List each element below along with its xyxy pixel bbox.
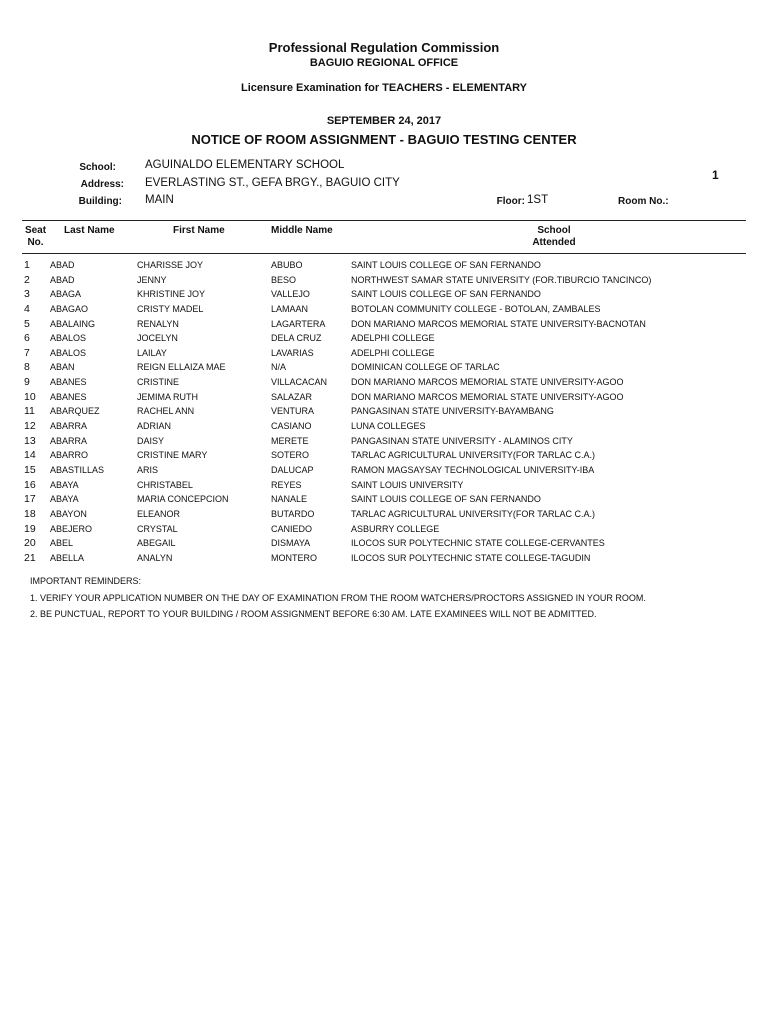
exam-date: SEPTEMBER 24, 2017 [326, 115, 442, 127]
last-name: ABAYON [50, 508, 87, 519]
school-attended: ILOCOS SUR POLYTECHNIC STATE COLLEGE-CERVANTES [351, 538, 605, 549]
last-name: ABANES [50, 377, 87, 388]
school-attended: ADELPHI COLLEGE [351, 347, 435, 358]
school-attended: ADELPHI COLLEGE [351, 333, 435, 344]
first-name: JEMIMA RUTH [137, 391, 199, 402]
table-row [0, 360, 768, 375]
first-name: RACHEL ANN [137, 406, 195, 417]
middle-name: VENTURA [271, 406, 315, 417]
middle-name: LAGARTERA [271, 318, 326, 329]
table-row [0, 404, 768, 419]
table-row [0, 273, 768, 288]
school-attended: RAMON MAGSAYSAY TECHNOLOGICAL UNIVERSITY-IBA [351, 464, 595, 475]
column-header-seat-line1: Seat [24, 225, 47, 236]
school-attended: TARLAC AGRICULTURAL UNIVERSITY(FOR TARLAC C.A.) [351, 450, 596, 461]
school-attended: DOMINICAN COLLEGE OF TARLAC [351, 362, 500, 373]
table-row [0, 551, 768, 566]
seat-number: 4 [24, 302, 30, 315]
last-name: ABEL [50, 538, 74, 549]
school-attended: SAINT LOUIS COLLEGE OF SAN FERNANDO [351, 494, 541, 505]
middle-name: DELA CRUZ [271, 333, 322, 344]
address-label: Address: [80, 179, 124, 190]
table-row [0, 331, 768, 346]
first-name: CHARISSE JOY [137, 260, 204, 270]
seat-number: 17 [24, 493, 36, 506]
middle-name: CASIANO [271, 421, 312, 432]
table-row [0, 522, 768, 537]
middle-name: VALLEJO [271, 289, 310, 300]
last-name: ABAD [50, 274, 75, 285]
table-row [0, 258, 768, 273]
table-row [0, 419, 768, 434]
first-name: ABEGAIL [137, 538, 176, 549]
last-name: ABARQUEZ [50, 406, 100, 417]
school-attended: DON MARIANO MARCOS MEMORIAL STATE UNIVERSITY-AGOO [351, 377, 624, 388]
first-name: KHRISTINE JOY [137, 289, 206, 300]
table-row [0, 463, 768, 478]
middle-name: BUTARDO [271, 508, 315, 519]
school-attended: TARLAC AGRICULTURAL UNIVERSITY(FOR TARLAC C.A.) [351, 508, 596, 519]
last-name: ABAYA [50, 494, 79, 505]
table-row [0, 317, 768, 332]
middle-name: VILLACACAN [271, 377, 328, 388]
regional-office: BAGUIO REGIONAL OFFICE [309, 57, 459, 69]
middle-name: N/A [271, 362, 287, 373]
middle-name: ABUBO [271, 260, 303, 270]
first-name: ARIS [137, 464, 159, 475]
middle-name: REYES [271, 479, 302, 490]
column-header-school-line2: Attended [532, 237, 576, 248]
last-name: ABAYA [50, 479, 79, 490]
school-attended: NORTHWEST SAMAR STATE UNIVERSITY (FOR.TIBURCIO TANCINCO) [351, 274, 652, 285]
last-name: ABARRA [50, 421, 88, 432]
column-header-seat-line2: No. [27, 237, 44, 248]
first-name: DAISY [137, 435, 165, 446]
last-name: ABALOS [50, 347, 87, 358]
first-name: RENALYN [137, 318, 179, 329]
building-value: MAIN [145, 194, 174, 206]
reminders-title: IMPORTANT REMINDERS: [30, 576, 142, 586]
middle-name: MERETE [271, 435, 309, 446]
examinee-table [0, 258, 768, 565]
last-name: ABAN [50, 362, 75, 373]
table-row [0, 287, 768, 302]
first-name: ADRIAN [137, 421, 172, 432]
reminder-item-2: 2. BE PUNCTUAL, REPORT TO YOUR BUILDING / ROOM ASSIGNMENT BEFORE 6:30 AM. LATE EXAMINEES WILL NOT BE ADMITTED. [30, 609, 597, 619]
table-row [0, 434, 768, 449]
table-row [0, 302, 768, 317]
middle-name: MONTERO [271, 552, 317, 563]
middle-name: CANIEDO [271, 523, 313, 534]
school-value: AGUINALDO ELEMENTARY SCHOOL [145, 159, 345, 171]
last-name: ABELLA [50, 552, 85, 563]
seat-number: 12 [24, 420, 36, 433]
seat-number: 3 [24, 288, 30, 301]
school-attended: DON MARIANO MARCOS MEMORIAL STATE UNIVERSITY-BACNOTAN [351, 318, 646, 329]
middle-name: SOTERO [271, 450, 310, 461]
seat-number: 5 [24, 317, 30, 330]
address-value: EVERLASTING ST., GEFA BRGY., BAGUIO CITY [145, 177, 400, 189]
seat-number: 21 [24, 551, 36, 564]
last-name: ABALAING [50, 318, 96, 329]
table-row [0, 492, 768, 507]
school-attended: DON MARIANO MARCOS MEMORIAL STATE UNIVERSITY-AGOO [351, 391, 624, 402]
exam-title: Licensure Examination for TEACHERS - ELEMENTARY [240, 82, 528, 94]
seat-number: 18 [24, 507, 36, 520]
last-name: ABAD [50, 260, 75, 270]
school-attended: ILOCOS SUR POLYTECHNIC STATE COLLEGE-TAGUDIN [351, 552, 591, 563]
school-attended: SAINT LOUIS COLLEGE OF SAN FERNANDO [351, 260, 541, 270]
school-attended: ASBURRY COLLEGE [351, 523, 440, 534]
first-name: JENNY [137, 274, 167, 285]
table-row [0, 478, 768, 493]
column-header-school-line1: School [537, 225, 571, 236]
seat-number: 10 [24, 390, 36, 403]
middle-name: LAVARIAS [271, 347, 314, 358]
organization-title: Professional Regulation Commission [268, 40, 500, 55]
notice-title: NOTICE OF ROOM ASSIGNMENT - BAGUIO TESTING CENTER [191, 132, 577, 147]
table-header-rule [22, 253, 746, 254]
seat-number: 6 [24, 332, 30, 345]
first-name: JOCELYN [137, 333, 178, 344]
school-attended: PANGASINAN STATE UNIVERSITY - ALAMINOS CITY [351, 435, 573, 446]
table-top-rule [22, 220, 746, 221]
column-header-first-name: First Name [173, 225, 225, 236]
middle-name: DISMAYA [271, 538, 311, 549]
seat-number: 20 [24, 537, 36, 550]
first-name: ANALYN [137, 552, 173, 563]
school-attended: SAINT LOUIS UNIVERSITY [351, 479, 464, 490]
reminder-item-1: 1. VERIFY YOUR APPLICATION NUMBER ON THE DAY OF EXAMINATION FROM THE ROOM WATCHERS/PROCTORS ASSIGNED IN YOUR ROOM. [30, 593, 646, 603]
first-name: MARIA CONCEPCION [137, 494, 229, 505]
last-name: ABAGAO [50, 303, 89, 314]
column-header-seat [23, 225, 48, 249]
first-name: CRYSTAL [137, 523, 178, 534]
first-name: ELEANOR [137, 508, 181, 519]
last-name: ABARRA [50, 435, 88, 446]
last-name: ABAGA [50, 289, 82, 300]
school-attended: SAINT LOUIS COLLEGE OF SAN FERNANDO [351, 289, 541, 300]
last-name: ABANES [50, 391, 87, 402]
seat-number: 19 [24, 522, 36, 535]
school-label: School: [79, 162, 116, 173]
table-row [0, 346, 768, 361]
column-header-middle-name: Middle Name [271, 225, 333, 236]
last-name: ABALOS [50, 333, 87, 344]
first-name: CHRISTABEL [137, 479, 193, 490]
page-number: 1 [712, 168, 719, 182]
floor-label: Floor: [496, 196, 525, 207]
seat-number: 13 [24, 434, 36, 447]
table-row [0, 536, 768, 551]
school-attended: BOTOLAN COMMUNITY COLLEGE - BOTOLAN, ZAMBALES [351, 303, 601, 314]
seat-number: 1 [24, 259, 30, 271]
middle-name: NANALE [271, 494, 308, 505]
table-row [0, 507, 768, 522]
column-header-last-name: Last Name [64, 225, 115, 236]
floor-value: 1ST [527, 194, 549, 206]
seat-number: 11 [24, 405, 35, 418]
school-attended: PANGASINAN STATE UNIVERSITY-BAYAMBANG [351, 406, 554, 417]
last-name: ABEJERO [50, 523, 93, 534]
last-name: ABARRO [50, 450, 89, 461]
seat-number: 9 [24, 376, 30, 389]
middle-name: LAMAAN [271, 303, 309, 314]
table-row [0, 448, 768, 463]
building-label: Building: [78, 196, 122, 207]
middle-name: DALUCAP [271, 464, 314, 475]
table-row [0, 375, 768, 390]
first-name: LAILAY [137, 347, 167, 358]
seat-number: 14 [24, 449, 36, 462]
first-name: CRISTINE [137, 377, 180, 388]
middle-name: BESO [271, 274, 297, 285]
first-name: REIGN ELLAIZA MAE [137, 362, 226, 373]
room-label: Room No.: [618, 196, 669, 207]
seat-number: 2 [24, 273, 30, 286]
seat-number: 15 [24, 463, 36, 476]
seat-number: 8 [24, 361, 30, 374]
first-name: CRISTINE MARY [137, 450, 208, 461]
last-name: ABASTILLAS [50, 464, 105, 475]
seat-number: 16 [24, 478, 36, 491]
middle-name: SALAZAR [271, 391, 313, 402]
column-header-school [504, 225, 604, 249]
seat-number: 7 [24, 346, 30, 359]
school-attended: LUNA COLLEGES [351, 421, 426, 432]
table-row [0, 390, 768, 405]
first-name: CRISTY MADEL [137, 303, 204, 314]
